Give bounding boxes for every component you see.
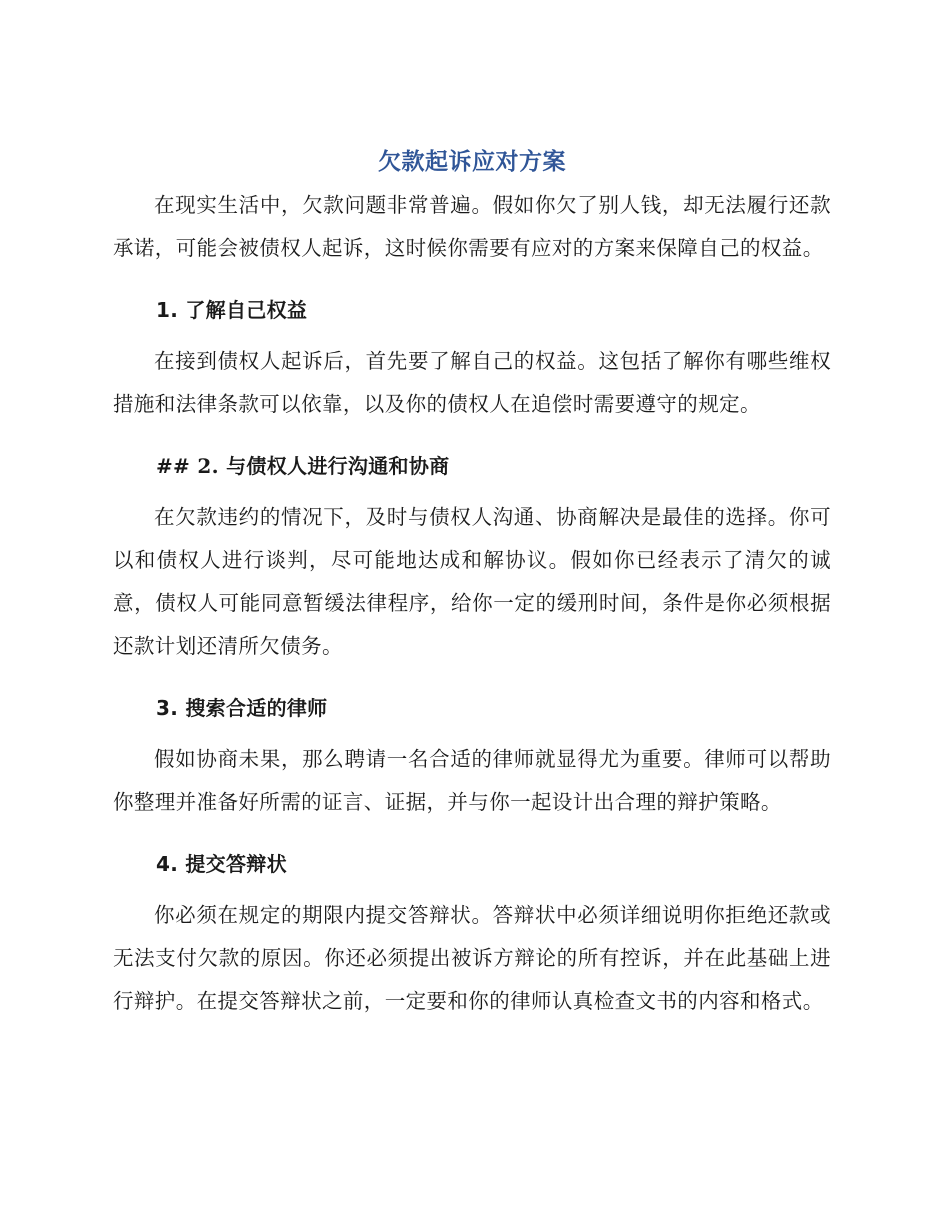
- intro-paragraph: 在现实生活中，欠款问题非常普遍。假如你欠了别人钱，却无法履行还款承诺，可能会被债权人起诉，这时候你需要有应对的方案来保障自己的权益。: [113, 193, 831, 260]
- section-3-body: 假如协商未果，那么聘请一名合适的律师就显得尤为重要。律师可以帮助你整理并准备好所需的证言、证据，并与你一起设计出合理的辩护策略。: [113, 747, 831, 814]
- section-2-heading: ## 2. 与债权人进行沟通和协商: [156, 454, 450, 478]
- document-title: 欠款起诉应对方案: [378, 149, 566, 175]
- section-2-body: 在欠款违约的情况下，及时与债权人沟通、协商解决是最佳的选择。你可以和债权人进行谈判，尽可能地达成和解协议。假如你已经表示了清欠的诚意，债权人可能同意暂缓法律程序，给你一定的缓刑时间，条件是你必须根据还款计划还清所欠债务。: [113, 505, 831, 658]
- spacer: [113, 270, 831, 280]
- section-4-body: 你必须在规定的期限内提交答辩状。答辩状中必须详细说明你拒绝还款或无法支付欠款的原因。你还必须提出被诉方辩论的所有控诉，并在此基础上进行辩护。在提交答辩状之前，一定要和你的律师认真检查文书的内容和格式。: [113, 903, 831, 1013]
- spacer: [113, 668, 831, 678]
- section-3-heading: 3. 搜索合适的律师: [156, 696, 328, 720]
- section-4-heading: 4. 提交答辩状: [156, 852, 287, 876]
- section-1-heading: 1. 了解自己权益: [156, 298, 308, 322]
- spacer: [113, 824, 831, 834]
- document-body: [113, 140, 831, 1023]
- section-1-body: 在接到债权人起诉后，首先要了解自己的权益。这包括了解你有哪些维权措施和法律条款可以依靠，以及你的债权人在追偿时需要遵守的规定。: [113, 349, 831, 416]
- spacer: [113, 426, 831, 436]
